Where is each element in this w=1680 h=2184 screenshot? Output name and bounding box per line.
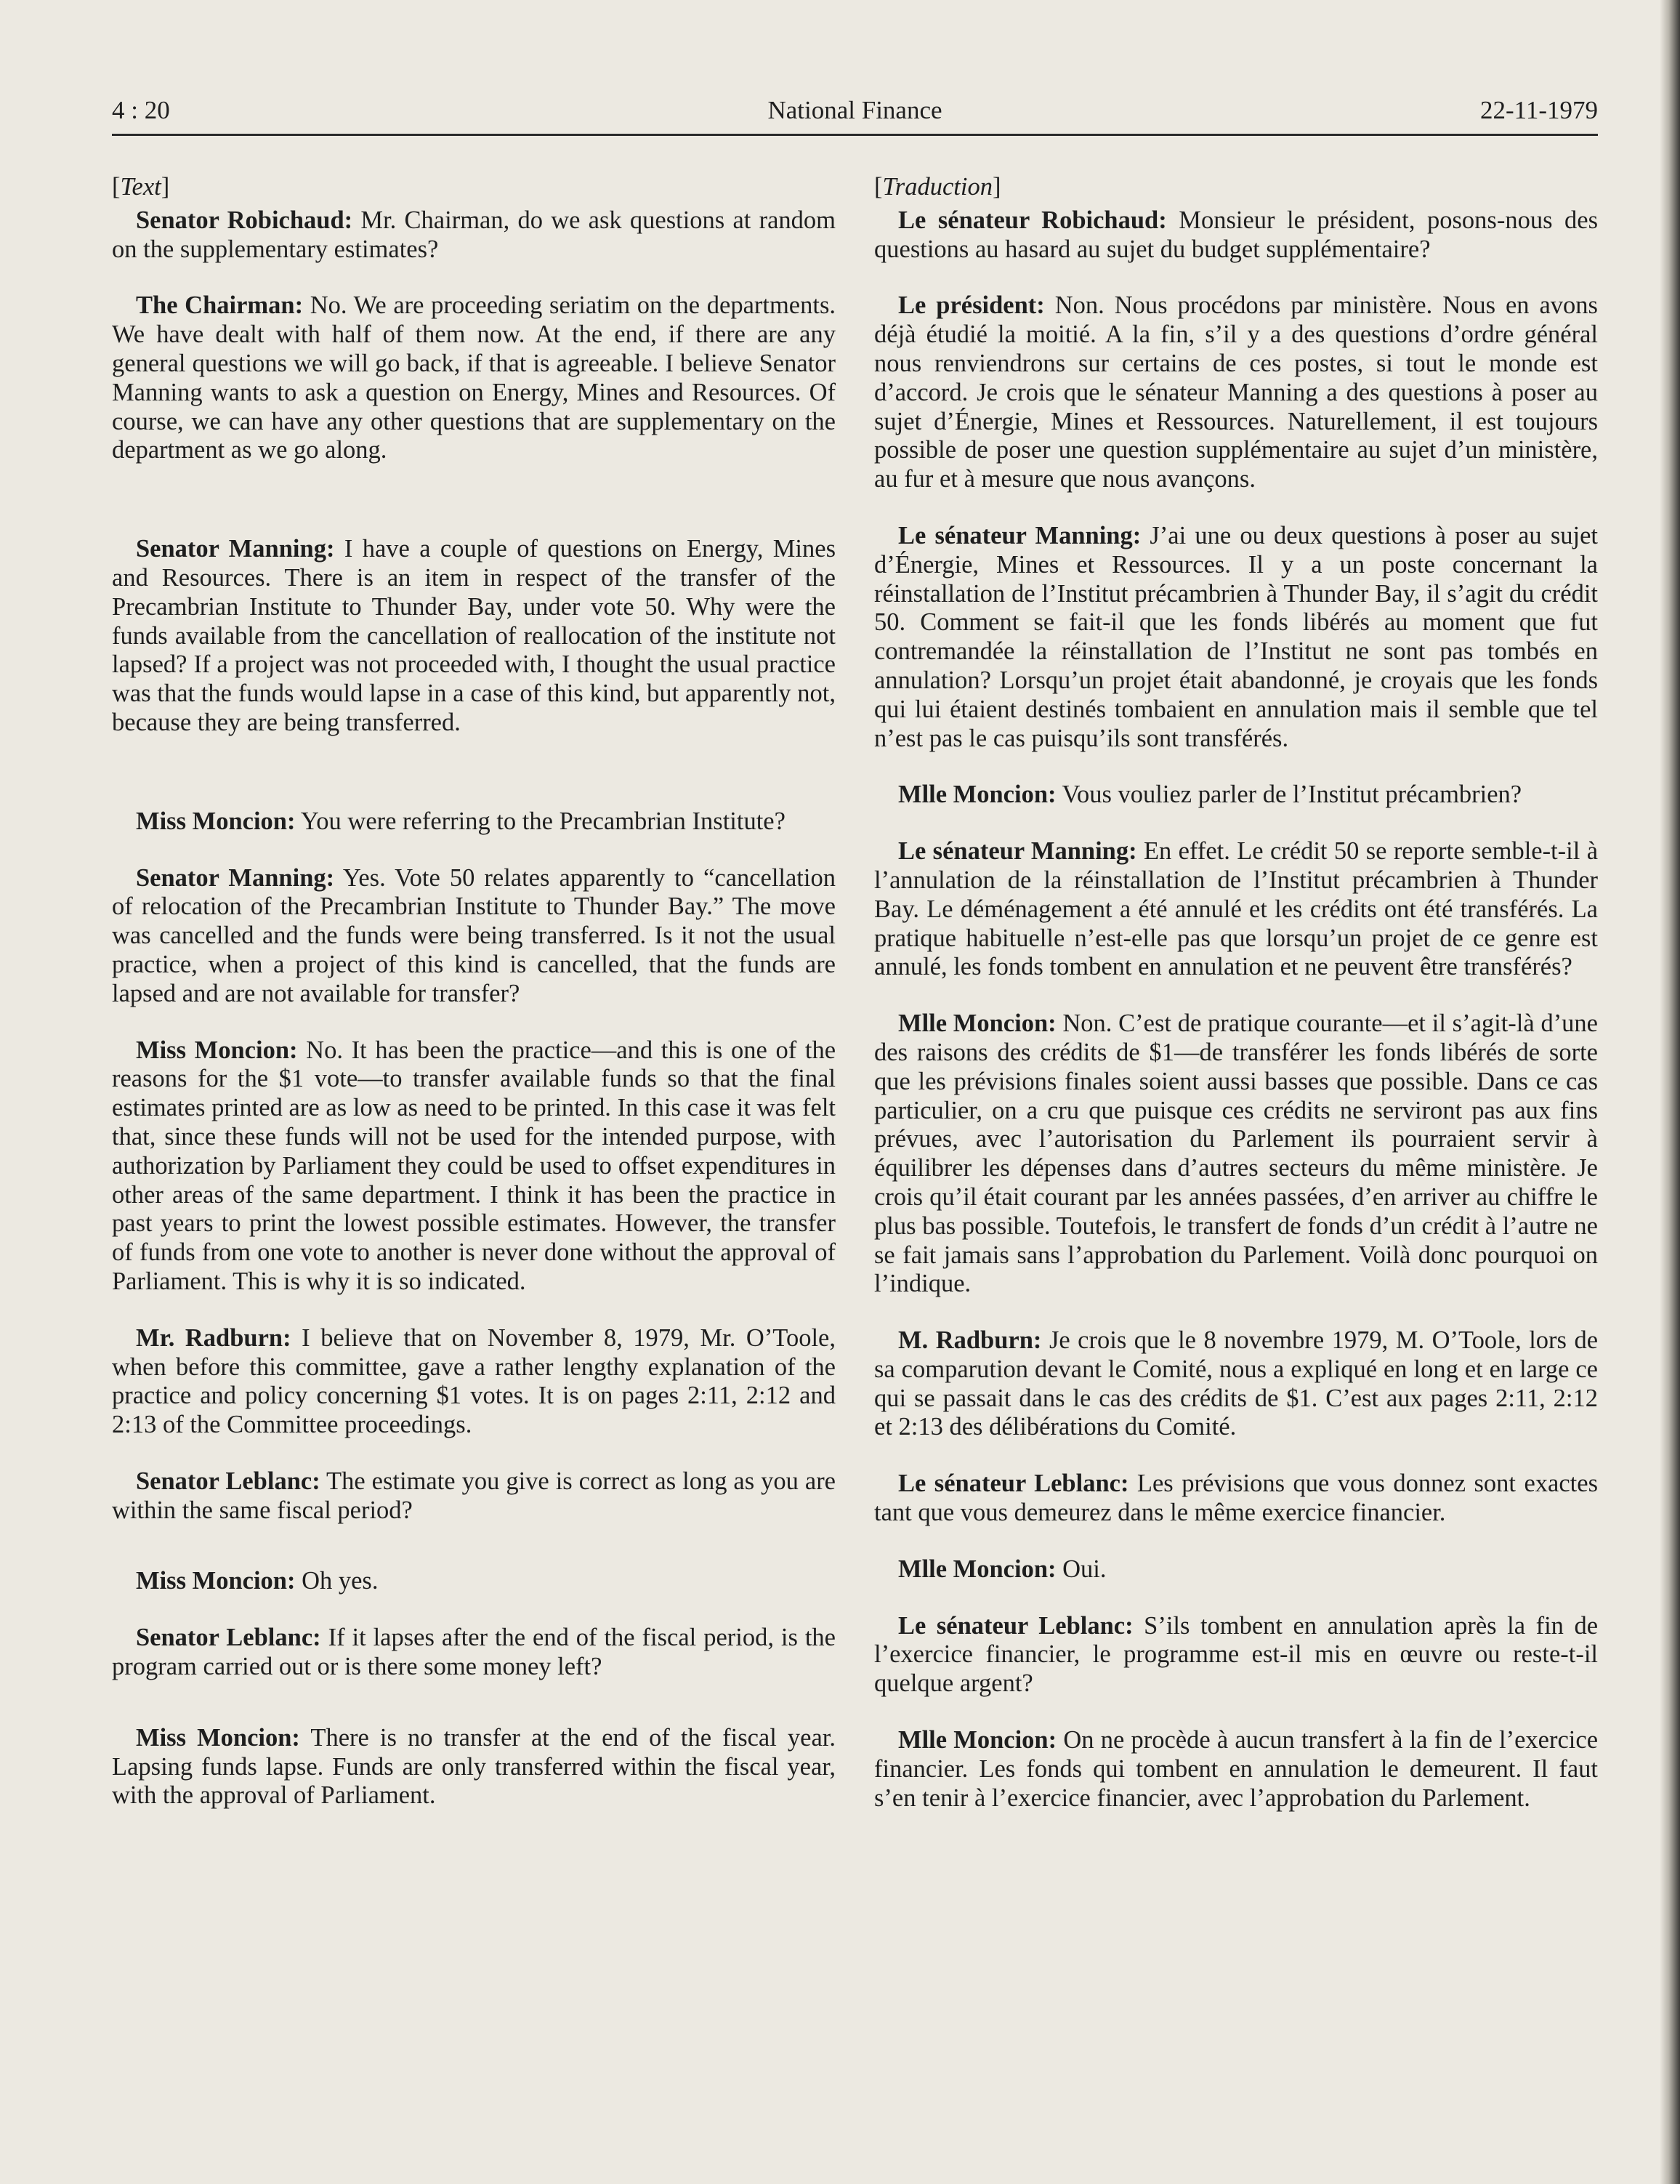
speaker-name: Mlle Moncion: bbox=[898, 1555, 1057, 1583]
speech-text: Mr. Chairman, do we ask questions at random on the supplementary estimates? bbox=[112, 206, 836, 263]
speaker-name: Le président: bbox=[898, 291, 1045, 320]
dialogue-turn bbox=[112, 291, 836, 465]
speech-text: The estimate you give is correct as long as you are within the same fiscal period? bbox=[112, 1467, 836, 1524]
speaker-name: Miss Moncion: bbox=[136, 807, 296, 835]
french-column bbox=[874, 173, 1598, 1813]
dialogue-turn bbox=[112, 807, 836, 837]
dialogue-turn bbox=[112, 864, 836, 1009]
dialogue-turn bbox=[874, 1326, 1598, 1442]
speaker-name: Le sénateur Robichaud: bbox=[898, 206, 1167, 234]
speech-text: Yes. Vote 50 relates apparently to “cancellation of relocation of the Precambrian Institute to Thunder Bay.” The move was cancelled and the funds were being transferred. Is it not the usual practice, when a project of this kind is cancelled, that the funds are lapsed and are not available for transfer? bbox=[112, 863, 836, 1007]
issue-date: 22-11-1979 bbox=[1479, 96, 1598, 124]
speaker-name: The Chairman: bbox=[136, 291, 304, 320]
speaker-name: M. Radburn: bbox=[898, 1326, 1042, 1355]
speech-text: Oui. bbox=[1062, 1555, 1107, 1583]
speech-text: Non. Nous procédons par ministère. Nous en avons déjà étudié la moitié. A la fin, s’il y a des questions d’ordre général nous renviendrons sur certains de ces postes, si tout le monde est d’accord. Je crois que le sénateur Manning a des questions à poser au sujet d’Énergie, Mines et Ressources. Naturellement, il est toujours possible de poser une question supplémentaire au sujet d’un ministère, au fur et à mesure que nous avançons. bbox=[874, 291, 1598, 493]
speech-text: No. It has been the practice—and this is one of the reasons for the $1 vote—to transfer available funds so that the final estimates printed are as low as need to be printed. In this case it was felt that, since these funds will not be used for the intended purpose, with authorization by Parliament they could be used to offset expenditures in other areas of the same department. I think it has been the practice in past years to print the lowest possible estimates. However, the transfer of funds from one vote to another is never done without the approval of Parliament. This is why it is so indicated. bbox=[112, 1036, 836, 1295]
speaker-name: Senator Manning: bbox=[136, 535, 335, 563]
speaker-name: Le sénateur Manning: bbox=[898, 837, 1137, 866]
translation-tag: [Traduction] bbox=[874, 173, 1001, 201]
speaker-name: Le sénateur Leblanc: bbox=[898, 1611, 1134, 1640]
dialogue-turn bbox=[874, 781, 1598, 810]
speech-text: S’ils tombent en annulation après la fin de l’exercice financier, le programme est-il mis en œuvre ou reste-t-il quelque argent? bbox=[874, 1611, 1599, 1698]
english-column bbox=[112, 173, 836, 1810]
speaker-name: Mr. Radburn: bbox=[136, 1323, 291, 1352]
dialogue-turn bbox=[874, 837, 1598, 982]
speaker-name: Senator Robichaud: bbox=[136, 206, 353, 234]
speech-text: No. We are proceeding seriatim on the departments. We have dealt with half of them now. At the end, if there are any general questions we will go back, if that is agreeable. I believe Senator Manning wants to ask a question on Energy, Mines and Resources. Of course, we can have any other questions that are supplementary on the department as we go along. bbox=[112, 291, 836, 464]
dialogue-turn bbox=[874, 1010, 1598, 1299]
speech-text: Je crois que le 8 novembre 1979, M. O’Toole, lors de sa comparution devant le Comité, nous a expliqué en long et en large ce qui se passait dans le cas des crédits de $1. C’est aux pages 2:11, 2:12 et 2:13 des délibérations du Comité. bbox=[874, 1326, 1599, 1441]
speaker-name: Le sénateur Leblanc: bbox=[898, 1470, 1129, 1498]
speaker-name: Mlle Moncion: bbox=[898, 781, 1057, 809]
dialogue-turn bbox=[874, 291, 1598, 494]
speaker-name: Mlle Moncion: bbox=[898, 1726, 1057, 1754]
page-edge-shadow bbox=[1660, 0, 1680, 2184]
speaker-name: Miss Moncion: bbox=[136, 1036, 298, 1064]
page-header bbox=[112, 93, 1598, 136]
speech-text: Les prévisions que vous donnez sont exactes tant que vous demeurez dans le même exercice financier. bbox=[874, 1470, 1598, 1527]
speech-text: If it lapses after the end of the fiscal period, is the program carried out or is there some money left? bbox=[112, 1624, 836, 1681]
dialogue-turn bbox=[112, 535, 836, 738]
speaker-name: Miss Moncion: bbox=[136, 1567, 296, 1595]
dialogue-turn bbox=[112, 1567, 836, 1596]
dialogue-turn bbox=[112, 1467, 836, 1526]
speech-text: You were referring to the Precambrian Institute? bbox=[300, 807, 786, 835]
speech-text: There is no transfer at the end of the fiscal year. Lapsing funds lapse. Funds are only transferred within the fiscal year, with the approval of Parliament. bbox=[112, 1723, 836, 1810]
speech-text: Monsieur le président, posons-nous des questions au hasard au sujet du budget supplémentaire? bbox=[874, 206, 1599, 263]
speaker-name: Mlle Moncion: bbox=[898, 1010, 1057, 1038]
dialogue-turn bbox=[112, 1324, 836, 1440]
dialogue-turn bbox=[112, 206, 836, 265]
publication-title: National Finance bbox=[767, 96, 942, 124]
speech-text: On ne procède à aucun transfert à la fin de l’exercice financier. Les fonds qui tombent en annulation le demeurent. Il faut s’en tenir à l’exercice financier, avec l’approbation du Parlement. bbox=[874, 1726, 1599, 1812]
speech-text: Vous vouliez parler de l’Institut précambrien? bbox=[1062, 781, 1522, 809]
dialogue-turn bbox=[112, 1036, 836, 1297]
dialogue-turn bbox=[874, 206, 1598, 265]
dialogue-turn bbox=[874, 1470, 1598, 1528]
dialogue-turn bbox=[874, 1555, 1598, 1584]
speech-text: I believe that on November 8, 1979, Mr. O’Toole, when before this committee, gave a rather lengthy explanation of the practice and policy concerning $1 votes. It is on pages 2:11, 2:12 and 2:13 of the Committee proceedings. bbox=[112, 1323, 836, 1439]
speech-text: Oh yes. bbox=[302, 1567, 379, 1595]
dialogue-turn bbox=[874, 522, 1598, 753]
dialogue-turn bbox=[112, 1724, 836, 1810]
dialogue-turn bbox=[874, 1726, 1598, 1813]
speech-text: J’ai une ou deux questions à poser au sujet d’Énergie, Mines et Ressources. Il y a un poste concernant la réinstallation de l’Institut précambrien à Thunder Bay, il s’agit du crédit 50. Comment se fait-il que les fonds libérés au moment que fut contremandée la réinstallation de l’Institut ne sont pas tombés en annulation? Lorsqu’un projet était abandonné, je croyais que les fonds qui lui étaient destinés tombaient en annulation mais il semble que tel n’est pas le cas puisqu’ils sont transférés. bbox=[874, 521, 1598, 752]
speaker-name: Senator Leblanc: bbox=[136, 1467, 320, 1495]
text-tag: [Text] bbox=[112, 173, 170, 201]
speech-text: I have a couple of questions on Energy, Mines and Resources. There is an item in respect of the transfer of the Precambrian Institute to Thunder Bay, under vote 50. Why were the funds available from the cancellation of reallocation of the institute not lapsed? If a project was not proceeded with, I thought the usual practice was that the funds would lapse in a case of this kind, but apparently not, because they are being transferred. bbox=[112, 535, 836, 736]
speaker-name: Senator Leblanc: bbox=[136, 1624, 321, 1652]
page-number: 4 : 20 bbox=[112, 96, 170, 124]
speech-text: Non. C’est de pratique courante—et il s’agit-là d’une des raisons des crédits de $1—de transférer les fonds libérés de sorte que les prévisions finales soient aussi basses que possible. Dans ce cas particulier, on a cru que puisque ces crédits ne serviront pas aux fins prévues, avec l’autorisation du Parlement ils pourraient servir à équilibrer les dépenses dans d’autres secteurs du même ministère. Je crois qu’il était courant par les années passées, d’en arriver au chiffre le plus bas possible. Toutefois, le transfert de fonds d’un crédit à l’autre ne se fait jamais sans l’approbation du Parlement. Voilà donc pourquoi on l’indique. bbox=[874, 1010, 1598, 1298]
speaker-name: Le sénateur Manning: bbox=[898, 521, 1142, 549]
speaker-name: Miss Moncion: bbox=[136, 1723, 300, 1752]
dialogue-turn bbox=[112, 1624, 836, 1682]
dialogue-turn bbox=[874, 1612, 1598, 1699]
speaker-name: Senator Manning: bbox=[136, 863, 335, 892]
speech-text: En effet. Le crédit 50 se reporte semble-t-il à l’annulation de la réinstallation de l’Institut précambrien à Thunder Bay. Le déménagement a été annulé et les crédits ont été transférés. La pratique habituelle n’est-elle pas que lorsqu’un projet de ce genre est annulé, les fonds tombent en annulation et ne peuvent être transférés? bbox=[874, 837, 1599, 981]
